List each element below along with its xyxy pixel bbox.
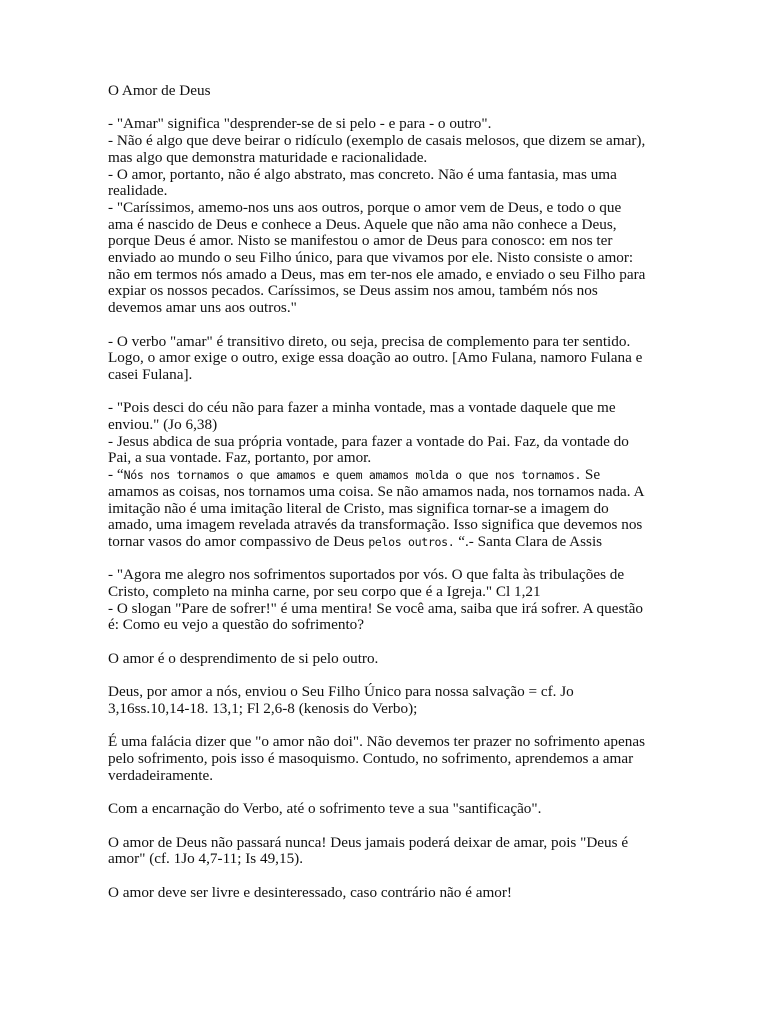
text-line: é: Como eu vejo a questão do sofrimento? <box>108 616 365 634</box>
text-line: É uma falácia dizer que "o amor não doi". Não devemos ter prazer no sofrimento apenas <box>108 733 645 751</box>
text-line <box>108 467 664 484</box>
text-segment: Se <box>581 466 601 484</box>
text-line: - "Pois desci do céu não para fazer a minha vontade, mas a vontade daquele que me <box>108 399 616 417</box>
text-segment: tornar vasos do amor compassivo de Deus <box>108 532 369 550</box>
text-line: - "Agora me alegro nos sofrimentos suportados por vós. O que falta às tribulações de <box>108 566 625 584</box>
text-line: imitação não é uma imitação literal de Cristo, mas significa tornar-se a imagem do <box>108 499 609 517</box>
text-line: Pai, a sua vontade. Faz, portanto, por amor. <box>108 449 372 467</box>
paragraph-gap <box>108 317 664 334</box>
paragraph-gap <box>108 784 664 801</box>
paragraph-god-sent-son <box>108 684 664 717</box>
paragraph-transitive-verb <box>108 334 664 384</box>
text-line: Com a encarnação do Verbo, até o sofrimento teve a sua "santificação". <box>108 800 542 818</box>
text-line <box>108 534 664 551</box>
text-line: enviou." (Jo 6,38) <box>108 416 218 434</box>
text-line: enviado ao mundo o seu Filho único, para que vivamos por ele. Nisto consiste o amor: <box>108 249 634 267</box>
text-line: amamos as coisas, nos tornamos uma coisa. Se não amamos nada, nos tornamos nada. A <box>108 482 645 500</box>
quote-monospace-text: Nós nos tornamos o que amamos e quem amamos molda o que nos tornamos. <box>123 468 582 483</box>
paragraph-gap <box>108 384 664 401</box>
text-line: Cristo, completo na minha carne, por seu corpo que é a Igreja." Cl 1,21 <box>108 583 541 601</box>
text-line: Deus, por amor a nós, enviou o Seu Filho Único para nossa salvação = cf. Jo <box>108 683 574 701</box>
text-line: porque Deus é amor. Nisto se manifestou o amor de Deus para conosco: em nos ter <box>108 232 613 250</box>
text-line: Logo, o amor exige o outro, exige essa doação ao outro. [Amo Fulana, namoro Fulana e <box>108 349 643 367</box>
quote-monospace-text: pelos outros. <box>368 534 455 549</box>
text-line: amado, uma imagem revelada através da transformação. Isso significa que devemos nos <box>108 516 643 534</box>
text-line: - O amor, portanto, não é algo abstrato, mas concreto. Não é uma fantasia, mas uma <box>108 165 617 183</box>
text-line: O amor é o desprendimento de si pelo outro. <box>108 649 379 667</box>
text-line: pelo sofrimento, pois isso é masoquismo. Contudo, no sofrimento, aprendemos a amar <box>108 750 634 768</box>
text-line: não em termos nós amado a Deus, mas em ter-nos ele amado, e enviado o seu Filho para <box>108 265 646 283</box>
paragraph-gap <box>108 551 664 568</box>
document-title: O Amor de Deus <box>108 82 211 99</box>
text-line: realidade. <box>108 182 168 200</box>
paragraph-gap <box>108 818 664 835</box>
paragraph-gap <box>108 668 664 685</box>
paragraph-gap <box>108 868 664 885</box>
text-line: expiar os nossos pecados. Caríssimos, se Deus assim nos amou, também nós nos <box>108 282 598 300</box>
text-line: - O verbo "amar" é transitivo direto, ou seja, precisa de complemento para ter sentido. <box>108 332 631 350</box>
text-line: mas algo que demonstra maturidade e racionalidade. <box>108 148 428 166</box>
paragraph-free-love <box>108 885 664 902</box>
text-line: amor" (cf. 1Jo 4,7-11; Is 49,15). <box>108 850 304 868</box>
paragraph-will-of-father <box>108 400 664 550</box>
paragraph-meaning-of-love <box>108 116 664 316</box>
document-page <box>108 83 664 901</box>
text-line: - O slogan "Pare de sofrer!" é uma mentira! Se você ama, saiba que irá sofrer. A questão <box>108 599 643 617</box>
paragraph-detachment <box>108 651 664 668</box>
paragraph-fallacy <box>108 734 664 784</box>
text-line: - "Caríssimos, amemo-nos uns aos outros, porque o amor vem de Deus, e todo o que <box>108 198 622 216</box>
text-line: O amor de Deus não passará nunca! Deus jamais poderá deixar de amar, pois "Deus é <box>108 833 629 851</box>
paragraph-gap <box>108 718 664 735</box>
paragraph-gap <box>108 100 664 117</box>
text-line: - Jesus abdica de sua próρria vontade, para fazer a vontade do Pai. Faz, da vontade do <box>108 432 629 450</box>
paragraph-suffering <box>108 567 664 634</box>
paragraph-gap <box>108 634 664 651</box>
paragraph-incarnation <box>108 801 664 818</box>
text-line: - Não é algo que deve beirar o ridículo (exemplo de casais melosos, que dizem se amar), <box>108 132 646 150</box>
text-line: O amor deve ser livre e desinteressado, caso contrário não é amor! <box>108 883 512 901</box>
text-line: verdadeiramente. <box>108 766 213 784</box>
quote-open: - “ <box>108 466 124 484</box>
text-line: - "Amar" significa "desprender-se de si pelo - e para - o outro". <box>108 115 492 133</box>
paragraph-love-never-ends <box>108 835 664 868</box>
text-line: ama é nascido de Deus e conhece a Deus. Aquele que não ama não conhece a Deus, <box>108 215 617 233</box>
text-line: 3,16ss.10,14-18. 13,1; Fl 2,6-8 (kenosis do Verbo); <box>108 699 418 717</box>
text-line: devemos amar uns aos outros." <box>108 299 297 317</box>
text-line: casei Fulana]. <box>108 365 193 383</box>
quote-attribution: “.- Santa Clara de Assis <box>454 532 603 550</box>
